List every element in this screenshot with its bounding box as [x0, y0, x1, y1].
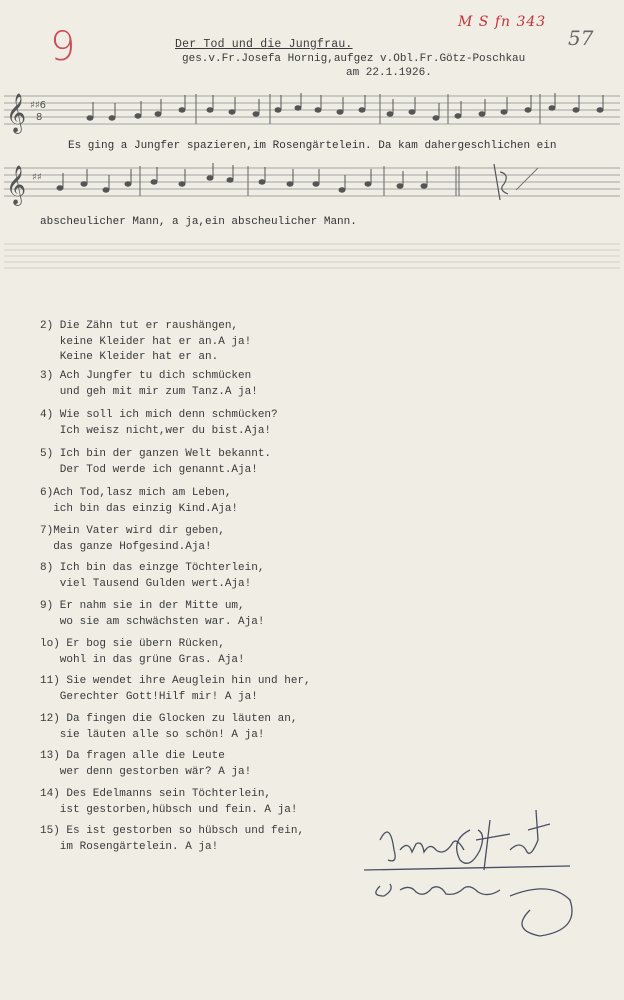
stanza-15: 15) Es ist gestorben so hübsch und fein, im Rosengärtelein. A ja! [40, 825, 305, 853]
handwritten-signature [360, 800, 600, 955]
signature-drawing [360, 800, 600, 950]
folio-number-red: 9 [50, 24, 76, 70]
stanza-14: 14) Des Edelmanns sein Töchterlein, ist gestorben,hübsch und fein. A ja! [40, 788, 298, 816]
stanza-8: 8) Ich bin das einzge Töchterlein, viel Tausend Gulden wert.Aja! [40, 562, 265, 590]
treble-clef-icon: 𝄞 [6, 93, 27, 133]
empty-staff [0, 238, 624, 278]
stanza-12: 12) Da fingen die Glocken zu läuten an, sie läuten alle so schön! A ja! [40, 713, 298, 741]
song-title: Der Tod und die Jungfrau. [175, 38, 353, 51]
music-staff-2 [0, 160, 624, 220]
collector-line: ges.v.Fr.Josefa Hornig,aufgez v.Obl.Fr.Götz-Poschkau [182, 53, 526, 65]
stanza-3: 3) Ach Jungfer tu dich schmücken und geh mit mir zum Tanz.A ja! [40, 370, 258, 398]
folio-number-pencil: 57 [568, 26, 594, 50]
lyric-line-2: abscheulicher Mann, a ja,ein abscheulicher Mann. [40, 216, 357, 228]
svg-text:8: 8 [36, 112, 43, 123]
staff-1-notation [0, 88, 624, 148]
archive-mark: M S fn 343 [458, 14, 547, 30]
stanza-7: 7)Mein Vater wird dir geben, das ganze Hofgesind.Aja! [40, 525, 225, 553]
stanza-2: 2) Die Zähn tut er raushängen, keine Kleider hat er an.A ja! Keine Kleider hat er an. [40, 320, 252, 363]
lyric-line-1: Es ging a Jungfer spazieren,im Rosengärtelein. Da kam dahergeschlichen ein [68, 140, 557, 152]
staff-2-notation [0, 160, 624, 220]
stanza-9: 9) Er nahm sie in der Mitte um, wo sie am schwächsten war. Aja! [40, 600, 265, 628]
treble-clef-icon: 𝄞 [6, 165, 27, 205]
svg-text:♯♯: ♯♯ [32, 172, 42, 183]
stanza-6: 6)Ach Tod,lasz mich am Leben, ich bin das einzig Kind.Aja! [40, 487, 239, 515]
stanza-13: 13) Da fragen alle die Leute wer denn gestorben wär? A ja! [40, 750, 252, 778]
music-staff-1 [0, 88, 624, 148]
svg-text:♯♯6: ♯♯6 [30, 100, 47, 111]
date-line: am 22.1.1926. [346, 67, 432, 79]
stanza-11: 11) Sie wendet ihre Aeuglein hin und her, Gerechter Gott!Hilf mir! A ja! [40, 675, 311, 703]
stanza-4: 4) Wie soll ich mich denn schmücken? Ich weisz nicht,wer du bist.Aja! [40, 409, 278, 437]
stanza-5: 5) Ich bin der ganzen Welt bekannt. Der Tod werde ich genannt.Aja! [40, 448, 272, 476]
stanza-10: lo) Er bog sie übern Rücken, wohl in das grüne Gras. Aja! [40, 638, 245, 666]
